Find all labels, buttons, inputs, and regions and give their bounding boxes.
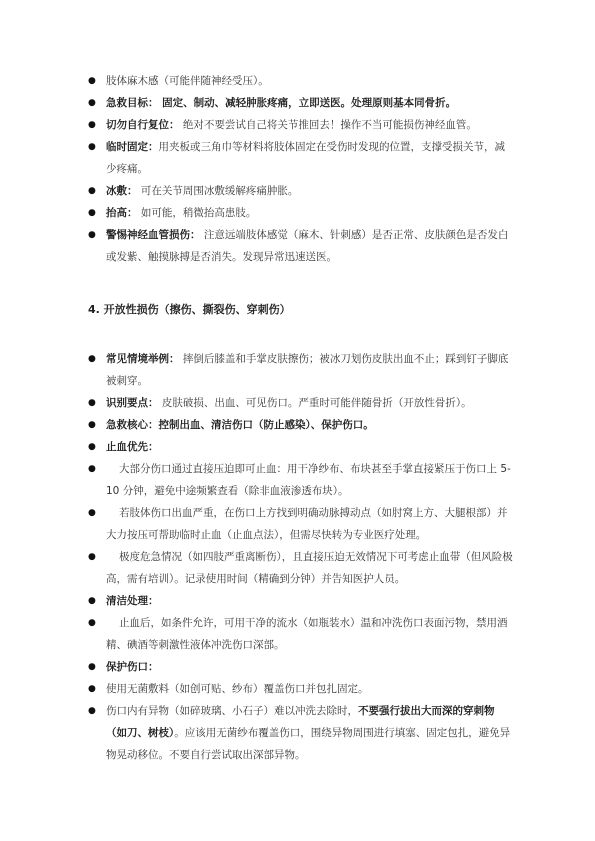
item-text-tail: 。应该用无菌纱布覆盖伤口，围绕异物周围进行填塞、固定包扎，避免异物晃动移位。不要自行尝试取出深部异物。: [106, 727, 511, 761]
item-text: 注意远端肢体感觉（麻木、针刺感）是否正常、皮肤颜色是否发白或发紫、触摸脉搏是否消失。发现异常迅速送医。: [106, 229, 509, 263]
list-item: [0, 202, 595, 224]
bullet-icon: ●: [88, 354, 96, 364]
bullet-icon: ●: [88, 230, 96, 240]
item-text: 皮肤破损、出血、可见伤口。严重时可能伴随骨折（开放性骨折）。: [158, 397, 472, 409]
bullet-icon: ●: [88, 706, 96, 716]
list-item: [0, 458, 595, 502]
bullet-icon: ●: [88, 442, 96, 452]
list-item: [0, 136, 595, 180]
item-label: 保护伤口：: [106, 661, 159, 673]
bullet-icon: ●: [88, 508, 96, 518]
list-item: [0, 546, 595, 590]
list-item: [0, 114, 595, 136]
item-label: 急救目标：: [106, 97, 159, 109]
bullet-icon: ●: [88, 596, 96, 606]
item-label: 临时固定：: [106, 141, 159, 153]
bullet-icon: ●: [88, 76, 96, 86]
section3-list: [0, 70, 595, 268]
item-label: 识别要点：: [106, 397, 159, 409]
item-text: 止血后，如条件允许，可用干净的流水（如瓶装水）温和冲洗伤口表面污物，禁用酒精、碘酒等刺激性液体冲洗伤口深部。: [106, 617, 508, 651]
list-item: [0, 92, 595, 114]
item-label: 急救核心：控制出血、清洁伤口（防止感染）、保护伤口。: [106, 419, 374, 431]
list-item: [0, 656, 595, 678]
item-label: 警惕神经血管损伤：: [106, 229, 201, 241]
item-text: 伤口内有异物（如碎玻璃、小石子）难以冲洗去除时，: [106, 705, 358, 717]
item-text: 使用无菌敷料（如创可贴、纱布）覆盖伤口并包扎固定。: [106, 683, 369, 695]
bullet-icon: ●: [88, 186, 96, 196]
item-label: 抬高：: [106, 207, 138, 219]
bullet-icon: ●: [88, 398, 96, 408]
item-text: 摔倒后膝盖和手掌皮肤擦伤；被冰刀划伤皮肤出血不止；踩到钉子脚底被刺穿。: [106, 353, 509, 387]
bullet-icon: ●: [88, 684, 96, 694]
list-item: [0, 180, 595, 202]
bullet-icon: ●: [88, 662, 96, 672]
item-text: 若肢体伤口出血严重，在伤口上方找到明确动脉搏动点（如肘窝上方、大腿根部）并大力按压可帮助临时止血（止血点法），但需尽快转为专业医疗处理。: [106, 507, 508, 541]
item-label: 清洁处理：: [106, 595, 159, 607]
list-item: [0, 436, 595, 458]
bullet-icon: ●: [88, 618, 96, 628]
list-item: [0, 678, 595, 700]
bullet-icon: ●: [88, 420, 96, 430]
bullet-icon: ●: [88, 142, 96, 152]
list-item: [0, 414, 595, 436]
list-item: [0, 612, 595, 656]
bullet-icon: ●: [88, 208, 96, 218]
list-item: [0, 224, 595, 268]
bullet-icon: ●: [88, 552, 96, 562]
list-item: [0, 700, 595, 766]
item-text: 用夹板或三角巾等材料将肢体固定在受伤时发现的位置，支撑受损关节，减少疼痛。: [106, 141, 505, 175]
item-warning: 不要强行拔出大而深的穿刺物（如刀、树枝）: [106, 705, 495, 739]
item-text: 极度危急情况（如四肢严重离断伤），且直接压迫无效情况下可考虑止血带（但风险极高，需有培训）。记录使用时间（精确到分钟）并告知医护人员。: [106, 551, 513, 585]
item-label: 冰敷：: [106, 185, 138, 197]
list-item: [0, 590, 595, 612]
list-item: [0, 348, 595, 392]
item-text: 固定、制动、减轻肿胀疼痛，立即送医。处理原则基本同骨折。: [158, 97, 457, 109]
bullet-icon: ●: [88, 120, 96, 130]
item-text: 可在关节周围冰敷缓解疼痛肿胀。: [137, 185, 299, 197]
item-text: 如可能，稍微抬高患肢。: [137, 207, 257, 219]
item-text: 大部分伤口通过直接压迫即可止血：用干净纱布、布块甚至手掌直接紧压于伤口上 5-10 分钟，避免中途频繁查看（除非血液渗透布块）。: [106, 463, 511, 497]
item-text: 肢体麻木感（可能伴随神经受压）。: [106, 75, 269, 87]
list-item: [0, 70, 595, 92]
item-label: 常见情境举例：: [106, 353, 180, 365]
list-item: [0, 392, 595, 414]
bullet-icon: ●: [88, 98, 96, 108]
item-text: 绝对不要尝试自己将关节推回去！操作不当可能损伤神经血管。: [179, 119, 477, 131]
item-label: 切勿自行复位：: [106, 119, 180, 131]
bullet-icon: ●: [88, 464, 96, 474]
section4-list: [0, 348, 595, 766]
list-item: [0, 502, 595, 546]
section4-heading: 4. 开放性损伤（擦伤、撕裂伤、穿刺伤）: [88, 303, 291, 316]
item-label: 止血优先：: [106, 441, 159, 453]
